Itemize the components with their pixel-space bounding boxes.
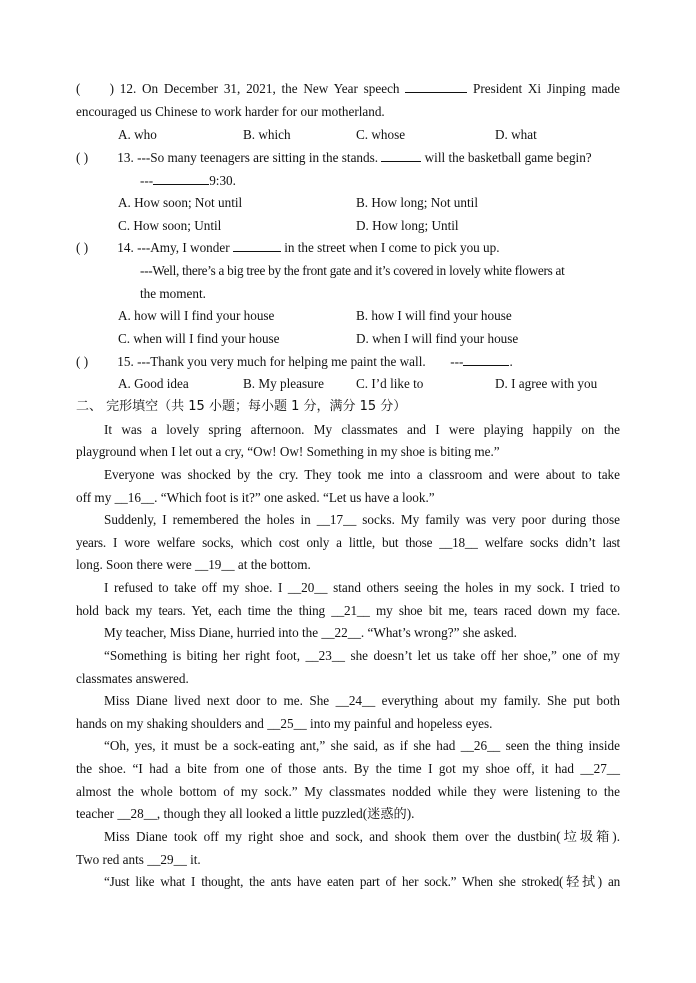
passage-line: playground when I let out a cry, “Ow! Ow! Something in my shoe is biting me.” — [76, 444, 500, 459]
passage-line: the shoe. “I had a bite from one of those ants. By the time I got my shoe off, it had __27__ — [76, 761, 620, 776]
passage-line: hold back my tears. Yet, each time the thing __21__ my shoe bit me, tears raced down my face. — [76, 603, 620, 618]
q12-stem: ( ) 12. On December 31, 2021, the New Year speech President Xi Jinping made — [76, 81, 620, 96]
passage-line: “Something is biting her right foot, __23__ she doesn’t let us take off her shoe,” one of my — [104, 648, 620, 663]
passage-line: hands on my shaking shoulders and __25__ into my painful and hopeless eyes. — [76, 716, 493, 731]
passage-line: teacher __28__, though they all looked a little puzzled(迷惑的). — [76, 806, 415, 821]
q12-option-b: B. which — [243, 127, 291, 142]
passage-line: classmates answered. — [76, 671, 189, 686]
q13-option-d: D. How long; Until — [356, 218, 459, 233]
q12-stem-line2: encouraged us Chinese to work harder for our motherland. — [76, 104, 385, 119]
passage-line: I refused to take off my shoe. I __20__ stand others seeing the holes in my sock. I tried to — [104, 580, 620, 595]
q15-blank[interactable] — [463, 353, 509, 366]
q12-option-d: D. what — [495, 127, 537, 142]
q15-option-a: A. Good idea — [118, 376, 189, 391]
passage-line: It was a lovely spring afternoon. My classmates and I were playing happily on the — [104, 422, 620, 437]
q13-stem: ( ) 13. ---So many teenagers are sitting in the stands. will the basketball game begin? — [76, 150, 592, 165]
q14-blank[interactable] — [233, 239, 281, 252]
q14-answer-paren[interactable]: ( ) — [76, 240, 89, 255]
passage-line: almost the whole bottom of my sock.” My classmates nodded while they were listening to the — [76, 784, 620, 799]
passage-line: My teacher, Miss Diane, hurried into the __22__. “What’s wrong?” she asked. — [104, 625, 517, 640]
q13-reply-blank[interactable] — [153, 172, 209, 185]
passage-line: “Oh, yes, it must be a sock-eating ant,” she said, as if she had __26__ seen the thing inside — [104, 738, 620, 753]
q12-blank[interactable] — [405, 80, 467, 93]
passage-line: Miss Diane took off my right shoe and sock, and shook them over the dustbin(垃圾箱). — [104, 829, 620, 844]
q14-option-c: C. when will I find your house — [118, 331, 280, 346]
passage-line: Suddenly, I remembered the holes in __17__ socks. My family was very poor during those — [104, 512, 620, 527]
q12-option-a: A. who — [118, 127, 157, 142]
passage-line: “Just like what I thought, the ants have eaten part of her sock.” When she stroked(轻拭) an — [104, 874, 620, 889]
q13-reply: --- 9:30. — [140, 173, 236, 188]
q14-option-d: D. when I will find your house — [356, 331, 519, 346]
q13-option-a: A. How soon; Not until — [118, 195, 243, 210]
q13-answer-paren[interactable]: ( ) — [76, 150, 89, 165]
section-heading: 二、 完形填空（共 15 小题；每小题 1 分，满分 15 分） — [76, 399, 407, 414]
passage-line: long. Soon there were __19__ at the bottom. — [76, 557, 311, 572]
q13-option-b: B. How long; Not until — [356, 195, 478, 210]
q15-answer-paren[interactable]: ( ) — [76, 354, 89, 369]
passage-line: Miss Diane lived next door to me. She __24__ everything about my family. She put both — [104, 693, 620, 708]
q14-reply-line1: ---Well, there’s a big tree by the front gate and it’s covered in lovely white flowers at — [140, 263, 565, 278]
q15-option-d: D. I agree with you — [495, 376, 598, 391]
q14-reply-line2: the moment. — [140, 286, 206, 301]
q13-blank[interactable] — [381, 149, 421, 162]
q14-option-b: B. how I will find your house — [356, 308, 512, 323]
passage-line: off my __16__. “Which foot is it?” one asked. “Let us have a look.” — [76, 490, 435, 505]
q15-option-c: C. I’d like to — [356, 376, 424, 391]
q14-stem: ( ) 14. ---Amy, I wonder in the street when I come to pick you up. — [76, 240, 500, 255]
q12-answer-paren[interactable]: ( ) — [76, 81, 114, 96]
passage-line: Everyone was shocked by the cry. They took me into a classroom and were about to take — [104, 467, 620, 482]
q13-option-c: C. How soon; Until — [118, 218, 222, 233]
q15-stem: ( ) 15. ---Thank you very much for helping me paint the wall. --- . — [76, 354, 513, 369]
q12-option-c: C. whose — [356, 127, 406, 142]
passage-line: years. I wore welfare socks, which cost only a little, but those __18__ welfare socks didn’t last — [76, 535, 620, 550]
q14-option-a: A. how will I find your house — [118, 308, 275, 323]
passage-line: Two red ants __29__ it. — [76, 852, 201, 867]
q15-option-b: B. My pleasure — [243, 376, 324, 391]
